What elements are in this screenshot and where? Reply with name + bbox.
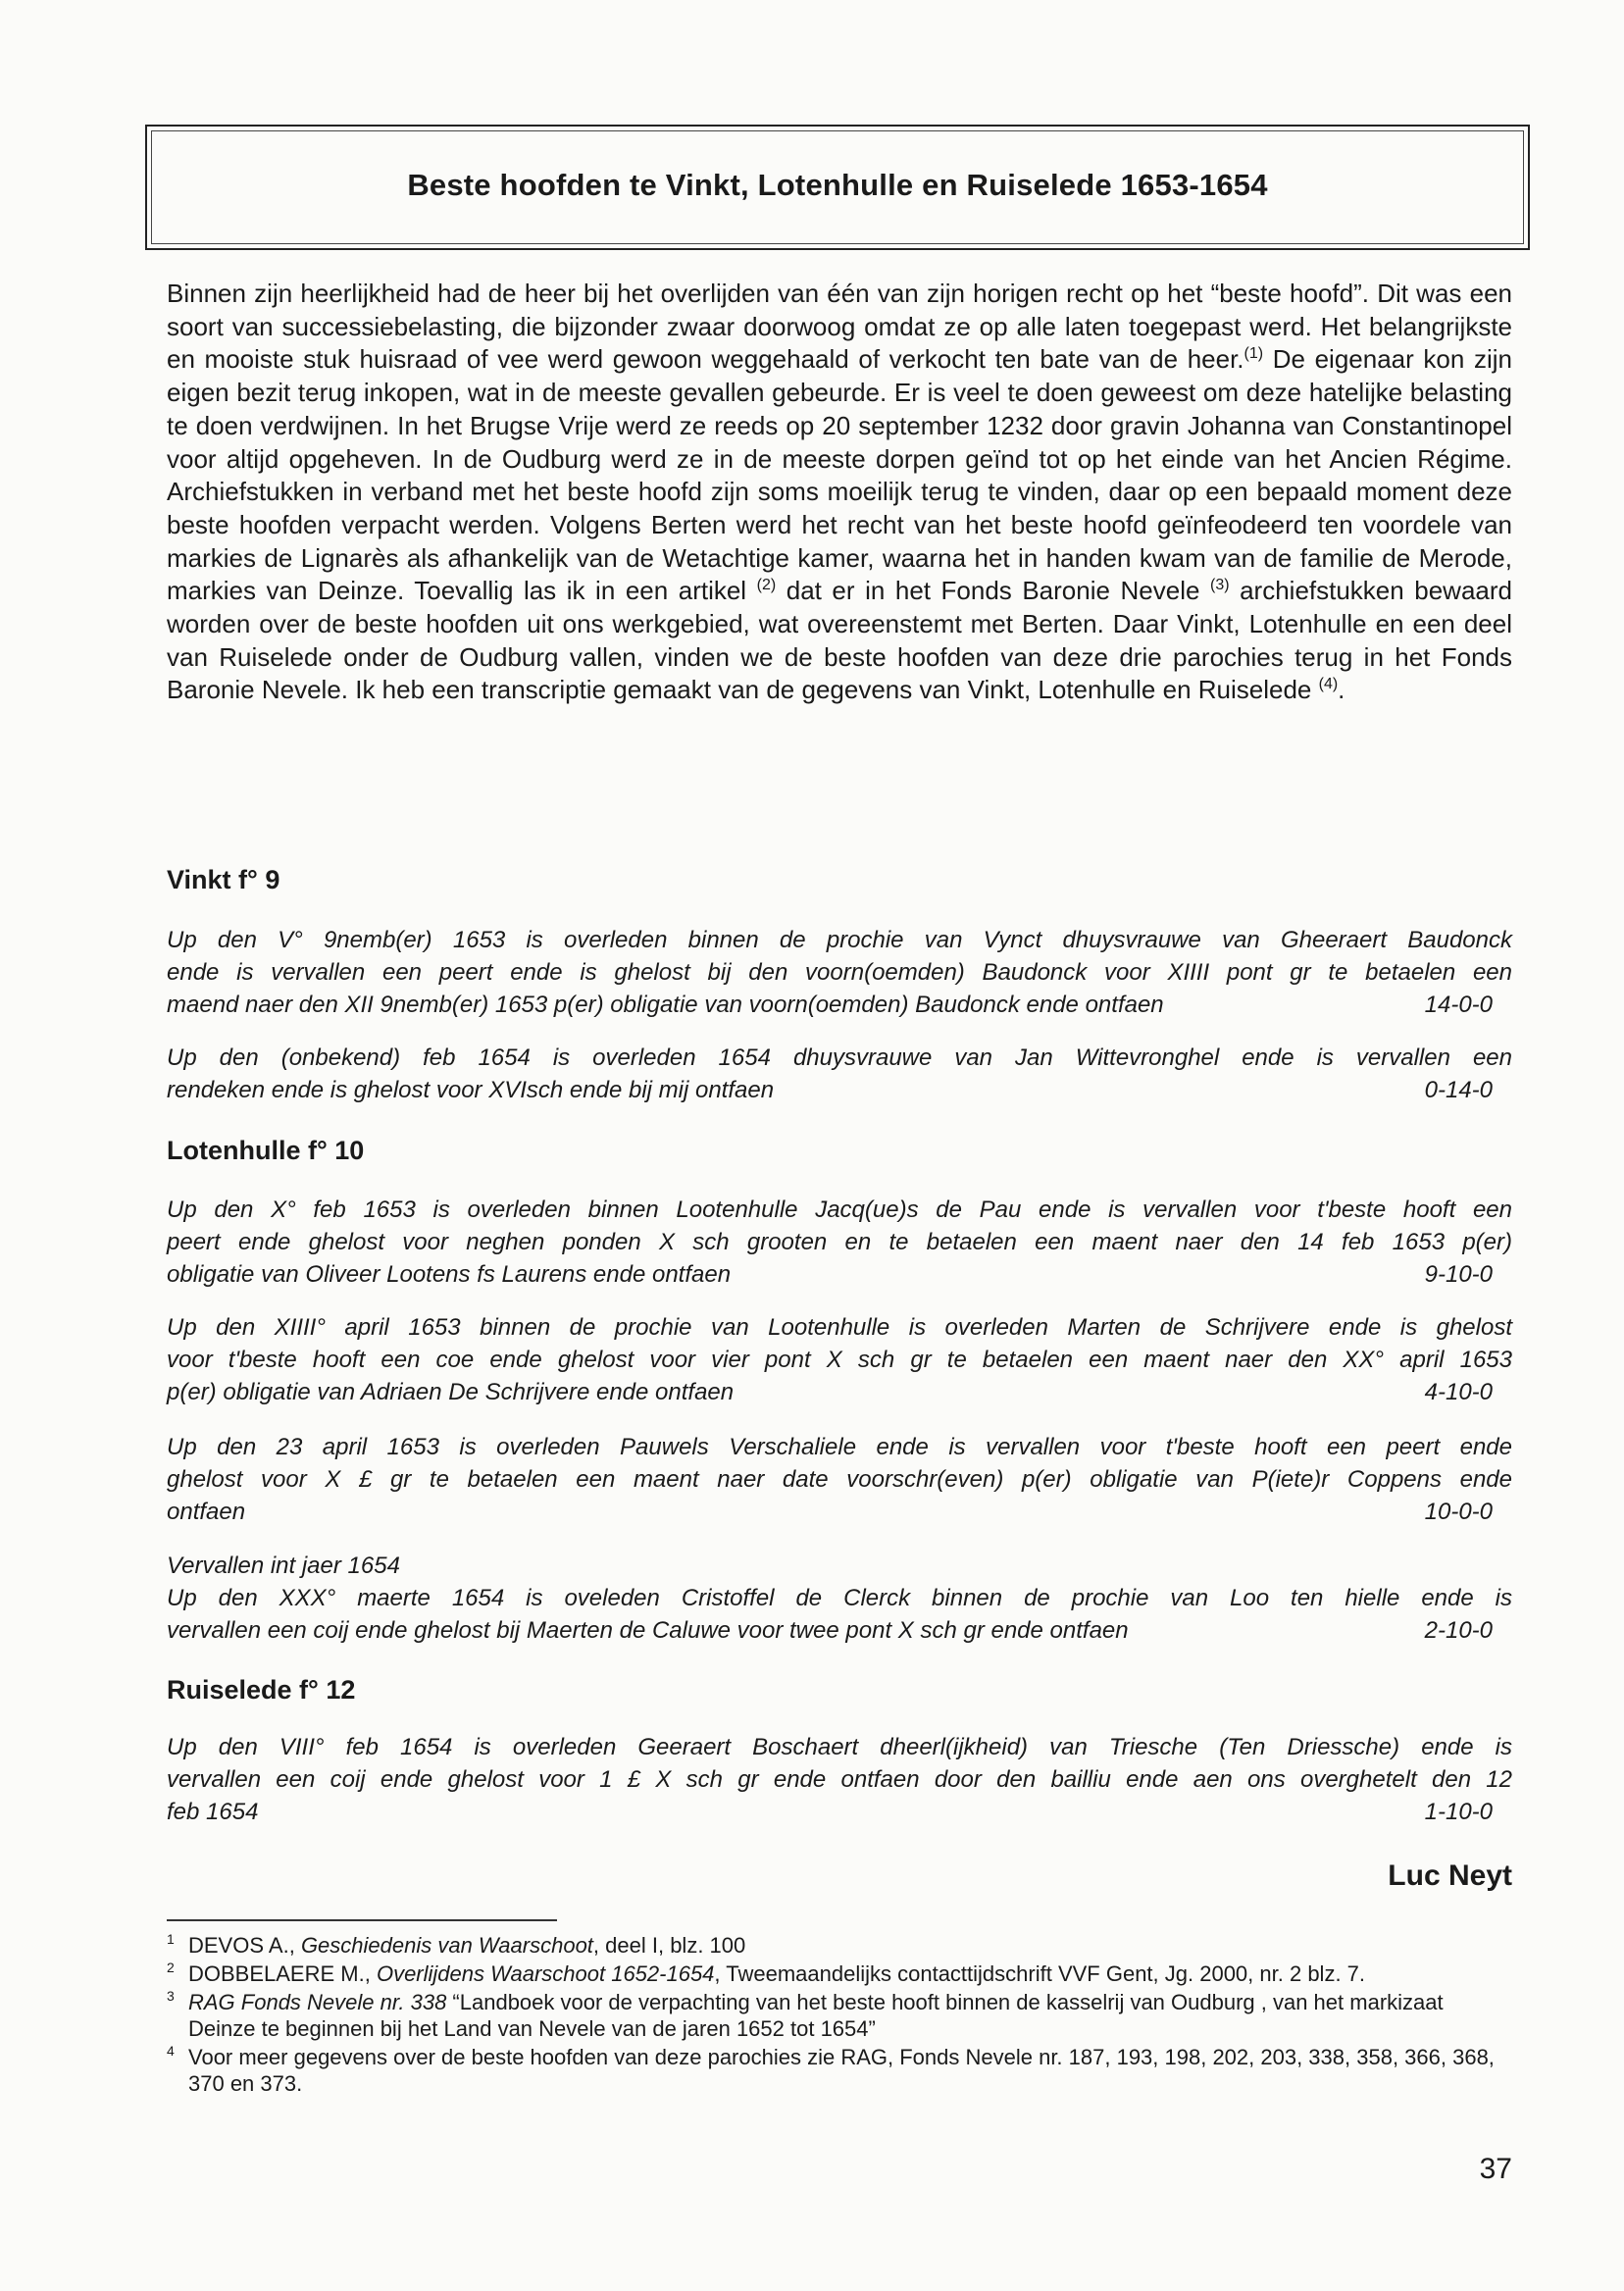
intro-text-4: archiefstukken bewaard worden over de beste hoofden uit ons werkgebied, wat overeenstemt met Berten. Daar Vinkt, Lotenhulle en een deel van Ruiselede onder de Oudburg vallen, vinden we de beste hoofden van deze drie parochies terug in het Fonds Baronie Nevele. Ik heb een transcriptie gemaakt van de gegevens van Vinkt, Lotenhulle en Ruiselede	[167, 576, 1513, 705]
entry-line: voor t'beste hooft een coe ende ghelost voor vier pont X sch gr te betaelen een maent naer den XX° april 1653	[167, 1347, 1512, 1373]
section-title-vinkt: Vinkt f° 9	[167, 865, 280, 894]
entry-line-text: p(er) obligatie van Adriaen De Schrijvere ende ontfaen	[167, 1379, 735, 1405]
entry-line-text: maend naer den XII 9nemb(er) 1653 p(er) obligatie van voorn(oemden) Baudonck ende ontfaen	[167, 992, 1164, 1018]
entry-amount: 1-10-0	[1424, 1799, 1493, 1825]
section-title-lotenhulle: Lotenhulle f° 10	[167, 1136, 365, 1165]
footnote-number: 3	[167, 1988, 175, 2004]
entry-line: Up den 23 april 1653 is overleden Pauwels Verschaliele ende is vervallen voor t'beste hooft een peert ende	[167, 1434, 1512, 1460]
entry-amount: 0-14-0	[1424, 1077, 1493, 1103]
footnote-ref-3: (3)	[1209, 577, 1230, 594]
footnote-1	[167, 1932, 1512, 1959]
entry-line: Up den VIII° feb 1654 is overleden Geeraert Boschaert dheerl(ijkheid) van Triesche (Ten Driessche) ende is	[167, 1734, 1512, 1760]
footnote-ref-2: (2)	[756, 577, 777, 594]
entry-amount: 9-10-0	[1424, 1261, 1493, 1288]
footnote-citation: Overlijdens Waarschoot 1652-1654	[376, 1961, 715, 1986]
footnote-number: 1	[167, 1931, 175, 1947]
entry-line	[167, 1074, 1512, 1106]
entry-line: Up den X° feb 1653 is overleden binnen Lootenhulle Jacq(ue)s de Pau ende is vervallen voor t'beste hooft een	[167, 1196, 1512, 1223]
entry-line-text: rendeken ende is ghelost voor XVIsch ende bij mij ontfaen	[167, 1077, 775, 1103]
entry-amount: 4-10-0	[1424, 1379, 1493, 1405]
entry-line: peert ende ghelost voor neghen ponden X sch grooten en te betaelen een maent naer den 14 feb 1653 p(er)	[167, 1229, 1512, 1255]
entry-line-text: vervallen een coij ende ghelost bij Maerten de Caluwe voor twee pont X sch gr ende ontfaen	[167, 1617, 1129, 1644]
entry-subheading: Vervallen int jaer 1654	[167, 1553, 400, 1579]
footnote-ref-1: (1)	[1243, 345, 1264, 363]
entry-line	[167, 1376, 1512, 1408]
entry-line: Up den XXX° maerte 1654 is oveleden Cristoffel de Clerck binnen de prochie van Loo ten hielle ende is	[167, 1585, 1512, 1611]
entry-lotenhulle-4	[167, 1550, 1512, 1647]
intro-text-5: .	[1338, 675, 1345, 705]
entry-line: vervallen een coij ende ghelost voor 1 £ X sch gr ende ontfaen door den bailliu ende aen ons overghetelt den 12	[167, 1766, 1512, 1793]
entry-ruiselede-1	[167, 1731, 1512, 1828]
page-title: Beste hoofden te Vinkt, Lotenhulle en Ruiselede 1653-1654	[407, 168, 1268, 202]
footnote-number: 4	[167, 2043, 175, 2059]
entry-line-text: feb 1654	[167, 1799, 259, 1825]
entry-amount: 14-0-0	[1424, 992, 1493, 1018]
entry-lotenhulle-3	[167, 1431, 1512, 1528]
title-box	[145, 125, 1530, 250]
footnote-ref-4: (4)	[1318, 676, 1339, 693]
footnote-text: DOBBELAERE M.,	[188, 1961, 377, 1986]
entry-line	[167, 1258, 1512, 1291]
footnote-citation: RAG Fonds Nevele nr. 338	[188, 1990, 447, 2014]
footnote-text: , deel I, blz. 100	[592, 1933, 746, 1958]
footnote-4	[167, 2044, 1512, 2097]
section-title-ruiselede: Ruiselede f° 12	[167, 1675, 356, 1705]
entry-lotenhulle-2	[167, 1311, 1512, 1408]
entry-line: Up den XIIII° april 1653 binnen de prochie van Lootenhulle is overleden Marten de Schrijvere ende is ghelost	[167, 1314, 1512, 1341]
footnote-citation: Geschiedenis van Waarschoot	[300, 1933, 593, 1958]
entry-vinkt-1	[167, 924, 1512, 1021]
entry-amount: 10-0-0	[1424, 1499, 1493, 1525]
footnote-2	[167, 1960, 1512, 1987]
entry-line-text: ontfaen	[167, 1499, 246, 1525]
intro-text-1: Binnen zijn heerlijkheid had de heer bij het overlijden van één van zijn horigen recht op het “beste hoofd”. Dit was een soort van successiebelasting, die bijzonder zwaar doorwoog omdat ze op alle laten toegepast werd. Het belangrijkste en mooiste stuk huisraad of vee werd gewoon weggehaald of verkocht ten bate van de heer.	[167, 279, 1512, 375]
entry-line	[167, 989, 1512, 1021]
footnote-text: DEVOS A.,	[188, 1933, 301, 1958]
entry-line: ende is vervallen een peert ende is ghelost bij den voorn(oemden) Baudonck voor XIIII pont gr te betaelen een	[167, 959, 1512, 986]
entry-line: ghelost voor X £ gr te betaelen een maent naer date voorschr(even) p(er) obligatie van P(iete)r Coppens ende	[167, 1466, 1512, 1493]
intro-paragraph	[167, 278, 1512, 707]
footnote-text: “Landboek voor de verpachting van het beste hooft binnen de kasselrij van Oudburg , van het markizaat Deinze te beginnen bij het Land van Nevele van de jaren 1652 tot 1654”	[188, 1990, 1444, 2041]
author-name: Luc Neyt	[1388, 1859, 1512, 1892]
entry-amount: 2-10-0	[1424, 1617, 1493, 1644]
entry-line: Up den V° 9nemb(er) 1653 is overleden binnen de prochie van Vynct dhuysvrauwe van Gheeraert Baudonck	[167, 927, 1512, 953]
footnote-text: Voor meer gegevens over de beste hoofden van deze parochies zie RAG, Fonds Nevele nr. 187, 193, 198, 202, 203, 338, 358, 366, 368, 370 en 373.	[188, 2045, 1495, 2096]
entry-line	[167, 1614, 1512, 1647]
entry-lotenhulle-1	[167, 1194, 1512, 1291]
page-number: 37	[1479, 2153, 1512, 2185]
entry-line-text: obligatie van Oliveer Lootens fs Laurens ende ontfaen	[167, 1261, 732, 1288]
intro-text-2: De eigenaar kon zijn eigen bezit terug inkopen, wat in de meeste gevallen gebeurde. Er is veel te doen geweest om deze hatelijke belasting te doen verdwijnen. In het Brugse Vrije werd ze reeds op 20 september 1232 door gravin Johanna van Constantinopel voor altijd opgeheven. In de Oudburg werd ze in de meeste dorpen geïnd tot op het einde van het Ancien Régime. Archiefstukken in verband met het beste hoofd zijn soms moeilijk terug te vinden, daar op een bepaald moment deze beste hoofden verpacht werden. Volgens Berten werd het recht van het beste hoofd geïnfeodeerd ten voordele van markies de Lignarès als afhankelijk van de Wetachtige kamer, waarna het in handen kwam van de familie de Merode, markies van Deinze. Toevallig las ik in een artikel	[167, 344, 1512, 606]
footnotes	[167, 1932, 1512, 2099]
entry-line: Up den (onbekend) feb 1654 is overleden 1654 dhuysvrauwe van Jan Wittevronghel ende is vervallen een	[167, 1044, 1512, 1071]
entry-line	[167, 1796, 1512, 1828]
footnote-3	[167, 1989, 1512, 2042]
entry-line	[167, 1496, 1512, 1528]
footnote-number: 2	[167, 1960, 175, 1975]
entry-vinkt-2	[167, 1042, 1512, 1106]
footnote-divider	[167, 1919, 557, 1921]
footnote-text: , Tweemaandelijks contacttijdschrift VVF Gent, Jg. 2000, nr. 2 blz. 7.	[714, 1961, 1366, 1986]
intro-text-3: dat er in het Fonds Baronie Nevele	[776, 576, 1210, 606]
